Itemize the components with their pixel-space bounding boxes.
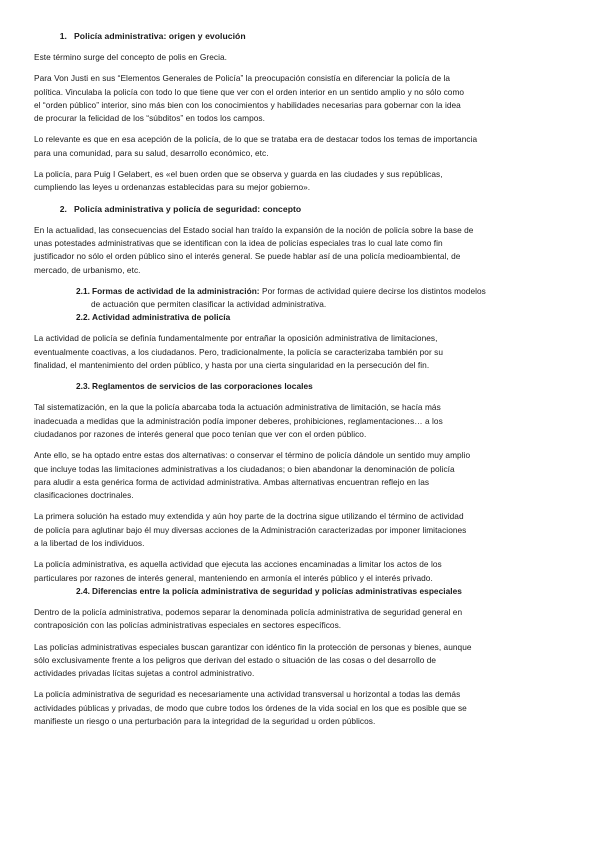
text-line: justificador no sólo el orden público sino el interés general. Se puede hablar así de una policía medioambiental, de bbox=[34, 251, 461, 262]
paragraph-3 bbox=[34, 133, 568, 160]
paragraph-7 bbox=[34, 401, 568, 441]
paragraph-13 bbox=[34, 688, 568, 728]
text-line: para una comunidad, para su salud, desarrollo económico, etc. bbox=[34, 147, 269, 158]
text-line: particulares por razones de interés general, manteniendo en armonía el interés público y el interés privado. bbox=[34, 572, 433, 583]
text-line bbox=[76, 285, 568, 298]
text-line: La actividad de policía se definía fundamentalmente por entrañar la oposición administrativa de limitaciones, bbox=[34, 333, 438, 344]
text-line: La policía administrativa, es aquella actividad que ejecuta las acciones encaminadas a limitar los actos de los bbox=[34, 559, 442, 570]
paragraph-4 bbox=[34, 168, 568, 195]
text-line: política. Vinculaba la policía con todo lo que tiene que ver con el orden interior en un sentido amplio y no sólo como bbox=[34, 86, 465, 97]
text-line: Lo relevante es que en esa acepción de la policía, de lo que se trataba era de destacar todos los temas de importancia bbox=[34, 134, 478, 145]
subsection-number: 2.3. bbox=[76, 381, 91, 392]
text-line: En la actualidad, las consecuencias del Estado social han traído la expansión de la noción de policía sobre la base de bbox=[34, 224, 474, 235]
text-line: que incluye todas las limitaciones administrativas a los ciudadanos; o bien abandonar la denominación de policía bbox=[34, 463, 455, 474]
subsection-2-3-heading bbox=[76, 380, 568, 393]
text-line: cumpliendo las leyes u ordenanzas establecidas para su mejor gobierno». bbox=[34, 182, 311, 193]
subsection-number: 2.1. bbox=[76, 285, 91, 296]
paragraph-1: Este término surge del concepto de polis en Grecia. bbox=[34, 52, 228, 62]
subsection-2-2-heading bbox=[76, 311, 568, 324]
section-number: 2. bbox=[59, 203, 67, 214]
text-line: para aludir a esta genérica forma de actividad administrativa. Ambas alternativas encuentran reflejo en las bbox=[34, 476, 430, 487]
text-line: unas potestades administrativas que se identifican con la idea de policías especiales tras lo cual late como fin bbox=[34, 237, 443, 248]
section-title: Policía administrativa: origen y evolución bbox=[74, 31, 246, 41]
text-line: de procurar la felicidad de los “súbditos” en todos los campos. bbox=[34, 113, 265, 124]
text-line: La policía administrativa de seguridad es necesariamente una actividad transversal u horizontal a todas las demás bbox=[34, 689, 461, 700]
subsection-text: Por formas de actividad quiere decirse los distintos modelos bbox=[261, 285, 486, 296]
text-line: actividades privadas lícitas sujetas a control administrativo. bbox=[34, 668, 255, 679]
paragraph-8 bbox=[34, 449, 568, 502]
text-line: manifieste un riesgo o una perturbación para la integridad de la seguridad u orden públicos. bbox=[34, 715, 376, 726]
subsection-title: Diferencias entre la policía administrativa de seguridad y policías administrativas especiales bbox=[92, 585, 462, 596]
subsection-2-1 bbox=[34, 285, 568, 312]
text-line: inadecuada a medidas que la administración podía imponer deberes, prohibiciones, reglamentaciones… a los bbox=[34, 415, 443, 426]
text-line: actividades públicas y privadas, de modo que cubre todos los órdenes de la vida social en los que es posible que se bbox=[34, 702, 467, 713]
text-line: Dentro de la policía administrativa, podemos separar la denominada policía administrativa de seguridad general en bbox=[34, 606, 463, 617]
section-number: 1. bbox=[59, 31, 67, 41]
paragraph-5 bbox=[34, 224, 568, 277]
subsection-lead: Formas de actividad de la administración: bbox=[92, 285, 260, 296]
paragraph-6 bbox=[34, 332, 568, 372]
text-line: Tal sistematización, en la que la policía abarcaba toda la actuación administrativa de limitación, se hacía más bbox=[34, 402, 441, 413]
section-1-heading bbox=[34, 30, 568, 43]
paragraph-12 bbox=[34, 641, 568, 681]
paragraph-9 bbox=[34, 510, 568, 550]
text-line: Ante ello, se ha optado entre estas dos alternativas: o conservar el término de policía dándole un sentido muy amplio bbox=[34, 450, 471, 461]
paragraph-2 bbox=[34, 72, 568, 125]
text-line: a la libertad de los individuos. bbox=[34, 538, 145, 549]
document-page bbox=[34, 30, 568, 728]
text-line: eventualmente coactivas, a los ciudadanos. Pero, tradicionalmente, la policía se caracterizaba también por su bbox=[34, 346, 443, 357]
paragraph-11 bbox=[34, 606, 568, 633]
subsection-2-4-heading bbox=[76, 585, 568, 598]
text-line: sólo exclusivamente frente a los peligros que derivan del estado o situación de las cosas o del desarrollo de bbox=[34, 654, 437, 665]
text-line: Las policías administrativas especiales buscan garantizar con idéntico fin la protección de personas y bienes, aunque bbox=[34, 641, 472, 652]
text-line: clasificaciones doctrinales. bbox=[34, 490, 134, 501]
text-line: La policía, para Puig I Gelabert, es «el buen orden que se observa y guarda en las ciudades y sus repúblicas, bbox=[34, 169, 443, 180]
text-line: contraposición con las policías administrativas especiales en sectores específicos. bbox=[34, 620, 342, 631]
section-2-heading bbox=[34, 203, 568, 216]
subsection-title: Reglamentos de servicios de las corporaciones locales bbox=[92, 381, 313, 392]
text-line: el “orden público” interior, sino más bien con los conocimientos y habilidades necesarias para gobernar con la idea bbox=[34, 99, 461, 110]
subsection-number: 2.2. bbox=[76, 312, 91, 323]
text-line: La primera solución ha estado muy extendida y aún hoy parte de la doctrina sigue utilizando el término de actividad bbox=[34, 511, 464, 522]
text-line: de actuación que permiten clasificar la actividad administrativa. bbox=[91, 299, 327, 310]
subsection-title: Actividad administrativa de policía bbox=[92, 312, 231, 323]
text-line: finalidad, el mantenimiento del orden público, y hasta por una cierta singularidad en la persecución del fin. bbox=[34, 360, 430, 371]
text-line: de policía para aglutinar bajo él muy diversas acciones de la Administración caracterizadas por imponer limitaciones bbox=[34, 524, 467, 535]
subsection-number: 2.4. bbox=[76, 585, 91, 596]
section-title: Policía administrativa y policía de seguridad: concepto bbox=[74, 203, 302, 214]
text-line: mercado, de urbanismo, etc. bbox=[34, 264, 141, 275]
paragraph-10 bbox=[34, 558, 568, 585]
text-line: Para Von Justi en sus “Elementos Generales de Policía” la preocupación consistía en diferenciar la policía de la bbox=[34, 73, 451, 84]
text-line: ciudadanos por razones de interés general que poco tenían que ver con el orden público. bbox=[34, 428, 367, 439]
